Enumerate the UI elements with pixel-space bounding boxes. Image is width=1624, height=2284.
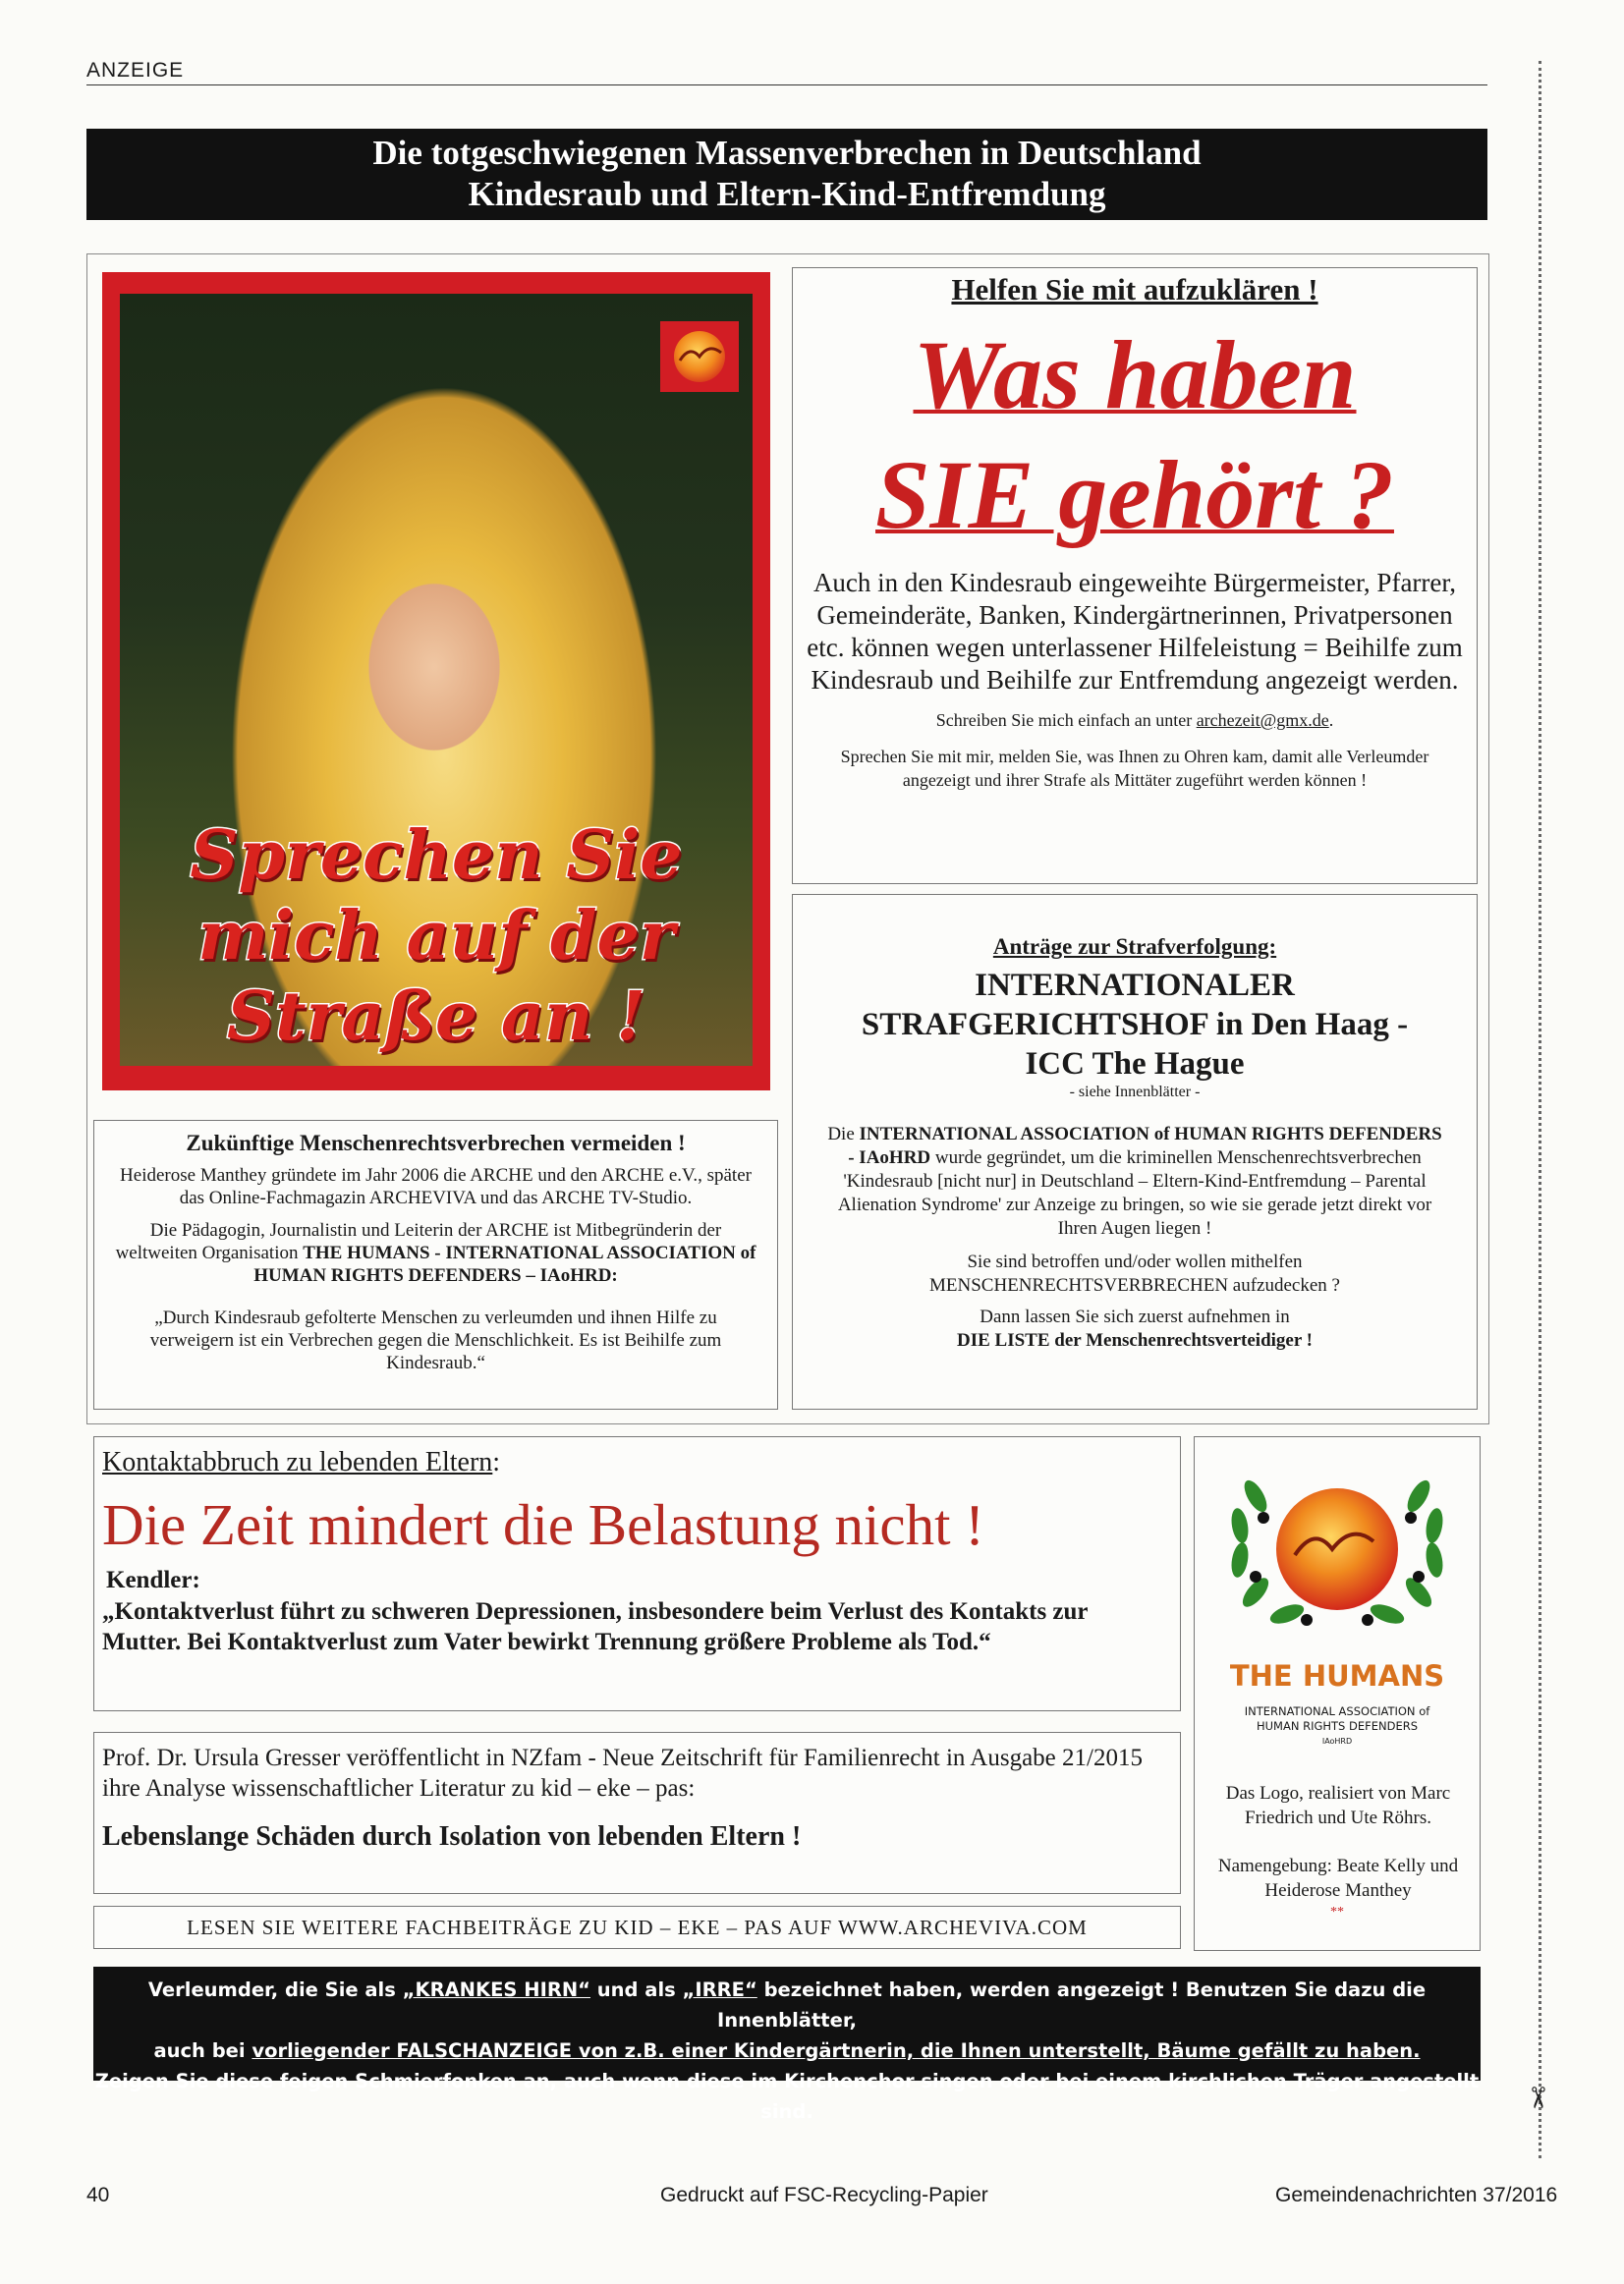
- warning-l1-b: „KRANKES HIRN“: [402, 1978, 590, 2001]
- laurel-logo-icon: [1226, 1467, 1448, 1634]
- future-heading: Zukünftige Menschenrechtsverbrechen vermeiden !: [186, 1131, 686, 1155]
- kontakt-author: Kendler:: [106, 1567, 200, 1593]
- antraege-p1-bold: INTERNATIONAL ASSOCIATION of HUMAN RIGHTS DEFENDERS - IAoHRD: [848, 1124, 1442, 1168]
- antraege-p1-pre: Die: [827, 1124, 860, 1144]
- speak-text: Sprechen Sie mit mir, melden Sie, was Ihnen zu Ohren kam, damit alle Verleumder angezeigt und ihrer Strafe als Mittäter zugeführt werden können !: [840, 747, 1429, 790]
- warning-l2-b: vorliegender FALSCHANZEIGE von z.B. einer Kindergärtnerin, die Ihnen unterstellt, Bäume gefällt zu haben.: [252, 2039, 1421, 2062]
- logo-box: [1194, 1436, 1481, 1951]
- help-body: Auch in den Kindesraub eingeweihte Bürgermeister, Pfarrer, Gemeinderäte, Banken, Kindergärtnerinnen, Privatpersonen etc. können wegen unterlassener Hilfeleistung = Beihilfe zum Kindesraub und Beihilfe zur Entfremdung angezeigt werden.: [807, 568, 1463, 695]
- future-p2-bold: THE HUMANS - INTERNATIONAL ASSOCIATION of HUMAN RIGHTS DEFENDERS – IAoHRD:: [253, 1243, 756, 1286]
- logo-badge: [660, 321, 739, 392]
- warning-l1-e: bezeichnet haben, werden angezeigt ! Benutzen Sie dazu die Innenblätter,: [717, 1978, 1427, 2032]
- header-divider: [86, 84, 1487, 85]
- future-p2: Die Pädagogin, Journalistin und Leiterin der ARCHE ist Mitbegründerin der weltweiten Organisation: [115, 1220, 722, 1263]
- gresser-text: Prof. Dr. Ursula Gresser veröffentlicht in NZfam - Neue Zeitschrift für Familienrecht in Ausgabe 21/2015 ihre Analyse wissenschaftlicher Literatur zu kid – eke – pas:: [102, 1745, 1143, 1802]
- warning-banner: [93, 1967, 1481, 2123]
- antraege-p1-post: wurde gegründet, um die kriminellen Menschenrechtsverbrechen 'Kindesraub [nicht nur] in Deutschland – Eltern-Kind-Entfremdung – Parental Alienation Syndrome' zur Anzeige zu bringen, so wie sie gerade jetzt direkt vor Ihren Augen liegen !: [837, 1147, 1432, 1239]
- antraege-para-3: Dann lassen Sie sich zuerst aufnehmen in: [980, 1307, 1290, 1327]
- antraege-heading: Anträge zur Strafverfolgung:: [992, 934, 1277, 959]
- help-heading: Helfen Sie mit aufzuklären !: [951, 272, 1318, 306]
- lesen-link[interactable]: LESEN SIE WEITERE FACHBEITRÄGE ZU KID – EKE – PAS AUF WWW.ARCHEVIVA.COM: [93, 1906, 1181, 1949]
- slogan-line-2: mich auf der: [197, 897, 675, 975]
- banner-line-1: Die totgeschwiegenen Massenverbrechen in Deutschland: [372, 134, 1202, 172]
- kontakt-label-suffix: :: [492, 1447, 501, 1477]
- warning-l1-a: Verleumder, die Sie als: [147, 1978, 403, 2001]
- warning-l1-c: und als: [589, 1978, 683, 2001]
- slogan-line-1: Sprechen Sie: [190, 816, 683, 895]
- court-note: - siehe Innenblätter -: [1069, 1084, 1201, 1100]
- write-prefix: Schreiben Sie mich einfach an unter: [935, 710, 1197, 730]
- ad-label: ANZEIGE: [86, 59, 185, 82]
- email-link[interactable]: archezeit@gmx.de: [1196, 710, 1329, 730]
- headline-line-2: SIE gehört ?: [875, 440, 1394, 549]
- banner-line-2: Kindesraub und Eltern-Kind-Entfremdung: [468, 175, 1106, 213]
- headline-line-1: Was haben: [913, 320, 1357, 429]
- logo-naming: Namengebung: Beate Kelly und Heiderose Manthey: [1217, 1856, 1459, 1901]
- kontakt-label: Kontaktabbruch zu lebenden Eltern: [102, 1447, 493, 1477]
- printed-note: Gedruckt auf FSC-Recycling-Papier: [660, 2184, 988, 2206]
- future-para-2: [114, 1219, 757, 1287]
- scissors-icon: ✂: [1520, 2085, 1555, 2111]
- logo-sub-2: HUMAN RIGHTS DEFENDERS: [1256, 1719, 1419, 1733]
- birds-icon: [678, 339, 723, 368]
- photo-panel: [102, 272, 770, 1090]
- logo-sub-3: IAoHRD: [1321, 1737, 1353, 1746]
- future-para-1: Heiderose Manthey gründete im Jahr 2006 die ARCHE und den ARCHE e.V., später das Online-Fachmagazin ARCHEVIVA und das ARCHE TV-Studio.: [120, 1165, 752, 1208]
- logo-name: THE HUMANS: [1229, 1659, 1445, 1693]
- help-box: [792, 267, 1478, 884]
- slogan-line-3: Straße an !: [226, 977, 646, 1056]
- court-name: [793, 966, 1477, 1084]
- warning-l2-a: auch bei: [153, 2039, 252, 2062]
- court-line-1: INTERNATIONALER: [975, 968, 1295, 1003]
- gresser-bold: Lebenslange Schäden durch Isolation von lebenden Eltern !: [102, 1821, 802, 1852]
- court-line-3: ICC The Hague: [1025, 1046, 1245, 1082]
- logo-stars: **: [1330, 1905, 1344, 1920]
- warning-line-1: [93, 1975, 1481, 2035]
- warning-line-3: Zeigen Sie diese feigen Schmierfonken an, auch wenn diese im Kirchenchor singen oder bei einem kirchlichen Träger angestellt sind.: [94, 2070, 1480, 2123]
- court-line-2: STRAFGERICHTSHOF in Den Haag -: [861, 1007, 1409, 1042]
- warning-line-2: [93, 2035, 1481, 2066]
- liste-link: DIE LISTE der Menschenrechtsverteidiger !: [956, 1330, 1314, 1351]
- issue-label: Gemeindenachrichten 37/2016: [1275, 2184, 1558, 2206]
- page-number: 40: [86, 2184, 110, 2206]
- kontakt-quote: „Kontaktverlust führt zu schweren Depressionen, insbesondere beim Verlust des Kontakts zur Mutter. Bei Kontaktverlust zum Vater bewirkt Trennung größere Probleme als Tod.“: [102, 1598, 1089, 1655]
- antraege-para-1: [822, 1123, 1447, 1241]
- logo-sub-1: INTERNATIONAL ASSOCIATION of: [1244, 1704, 1430, 1718]
- antraege-box: [792, 894, 1478, 1410]
- gresser-box: [93, 1732, 1181, 1894]
- portrait-photo: [120, 294, 753, 1066]
- future-box: [93, 1120, 778, 1410]
- kontakt-headline: Die Zeit mindert die Belastung nicht !: [102, 1492, 984, 1557]
- kontakt-box: [93, 1436, 1181, 1711]
- write-suffix: .: [1328, 710, 1334, 730]
- title-banner: [86, 129, 1487, 220]
- warning-l1-d: „IRRE“: [682, 1978, 757, 2001]
- future-quote: „Durch Kindesraub gefolterte Menschen zu verleumden und ihnen Hilfe zu verweigern ist ein Verbrechen gegen die Menschlichkeit. Es ist Beihilfe zum Kindesraub.“: [149, 1308, 722, 1373]
- logo-credit: Das Logo, realisiert von Marc Friedrich und Ute Röhrs.: [1225, 1783, 1451, 1828]
- cut-line: [1539, 61, 1541, 2158]
- kontakt-label-line: [102, 1447, 1180, 1478]
- logo-subtitle: [1195, 1704, 1480, 1749]
- antraege-para-2: Sie sind betroffen und/oder wollen mithelfen MENSCHENRECHTSVERBRECHEN aufzudecken ?: [929, 1252, 1340, 1296]
- write-line: [793, 710, 1477, 731]
